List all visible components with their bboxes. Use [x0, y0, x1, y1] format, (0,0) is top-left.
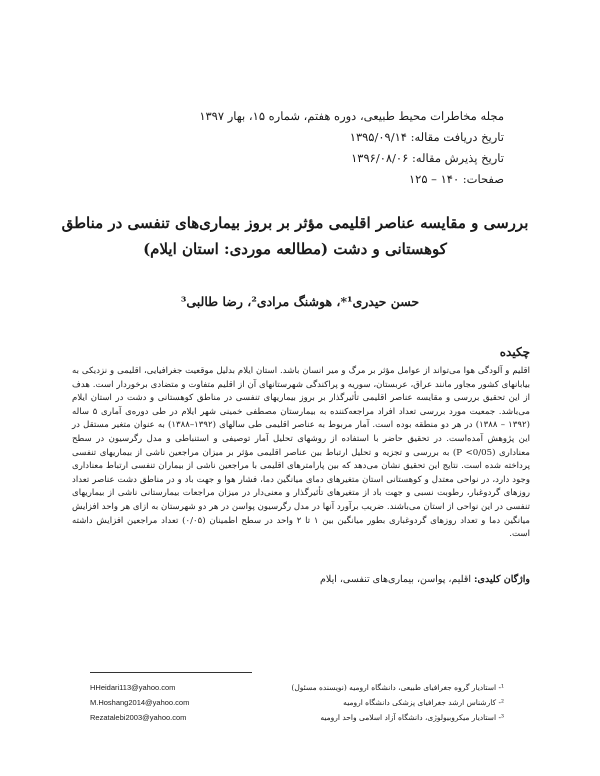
- keywords-value: اقلیم، پواسن، بیماری‌های تنفسی، ایلام: [320, 574, 475, 585]
- keywords: [72, 574, 530, 585]
- journal-line: مجله مخاطرات محیط طبیعی، دوره هفتم، شماره ۱۵، بهار ۱۳۹۷: [199, 109, 504, 123]
- footnote-affiliations: [204, 680, 504, 725]
- footnote-divider: [90, 672, 252, 673]
- accepted-date: تاریخ پذیرش مقاله: ۱۳۹۶/۰۸/۰۶: [351, 151, 504, 165]
- email-3[interactable]: Rezatalebi2003@yahoo.com: [90, 713, 187, 722]
- abstract-text: اقلیم و آلودگی هوا می‌تواند از عوامل مؤثر بر مرگ و میر انسان باشد. استان ایلام بدلیل موقعیت جغرافیایی، اقلیمی و نزدیکی به بیابانهای کشور مجاور مانند عراق، عربستان، سوریه و پراکندگی شهرستانهای آن از اقلیم متفاوت و متضادی برخوردار است. هدف از این تحقیق بررسی و مقایسه عناصر اقلیمی تأثیرگذار بر بروز بیماریهای تنفسی در مناطق کوهستانی و دشت در استان ایلام می‌باشد. جمعیت مورد بررسی تعداد افراد مراجعه‌کننده به بیمارستان مصطفی خمینی شهر ایلام در طی دوره‌ی آماری ۵ ساله (۱۳۹۲ – ۱۳۸۸) در هر دو منطقه بوده است. آمار مربوط به عناصر اقلیمی طی سالهای (۱۳۹۲–۱۳۸۸) به عنوان متغیر مستقل در این پژوهش آمده‌است. در تحقیق حاضر با استفاده از روشهای تحلیل آمار توصیفی و استنباطی و مدل رگرسیون در سطح معناداری (P <0/05) به بررسی و تجزیه و تحلیل ارتباط بین عناصر اقلیمی مؤثر بر میزان مراجعین ناشی از بیماریهای تنفسی پرداخته شده است. نتایج این تحقیق نشان می‌دهد که بین پارامترهای اقلیمی با مراجعین ناشی از بیماران تنفسی ارتباط معناداری وجود دارد، در نواحی معتدل و کوهستانی استان متغیرهای دمای میانگین دما، فشار هوا و جهت باد و در مناطق دشت عناصر تعداد روزهای گردوغبار، رطوبت نسبی و جهت باد از متغیرهای تأثیرگذار و معنی‌دار در میزان مراجعات بیمارستانی ناشی از بیماریهای تنفسی در این نواحی از استان می‌باشند. ضریب برآورد آنها در مدل رگرسیون پواسن در هر دو شهرستان به ازای هر واحد افزایش میانگین دما و تعداد روزهای گردوغباری بطور میانگین بین ۱ تا ۲ واحد در سطح اطمینان (۰/۰۵) تعداد مراجعین افزایش داشته است.: [72, 366, 530, 540]
- affiliation-1: ¹- استادیار گروه جغرافیای طبیعی، دانشگاه ارومیه (نویسنده مسئول): [291, 683, 504, 692]
- abstract-heading: چکیده: [499, 345, 530, 359]
- affiliation-2: ²- کارشناس ارشد جغرافیای پزشکی دانشگاه ارومیه: [343, 698, 504, 707]
- article-meta: [84, 106, 504, 190]
- title-line-1: بررسی و مقایسه عناصر اقلیمی مؤثر بر بروز بیماری‌های تنفسی در مناطق: [61, 214, 529, 232]
- keywords-label: واژگان کلیدی:: [474, 574, 530, 585]
- received-date: تاریخ دریافت مقاله: ۱۳۹۵/۰۹/۱۴: [349, 130, 504, 144]
- affiliation-3: ³- استادیار میکروبیولوژی، دانشگاه آزاد اسلامی واحد ارومیه: [320, 713, 504, 722]
- title-line-2: کوهستانی و دشت (مطالعه موردی: استان ایلام): [143, 240, 447, 258]
- email-2[interactable]: M.Hoshang2014@yahoo.com: [90, 698, 190, 707]
- email-1[interactable]: HHeidari113@yahoo.com: [90, 683, 176, 692]
- authors: حسن حیدری¹*، هوشنگ مرادی²، رضا طالبی³: [180, 294, 420, 309]
- paper-title: [60, 210, 530, 262]
- page-range: صفحات: ۱۴۰ – ۱۲۵: [409, 172, 504, 186]
